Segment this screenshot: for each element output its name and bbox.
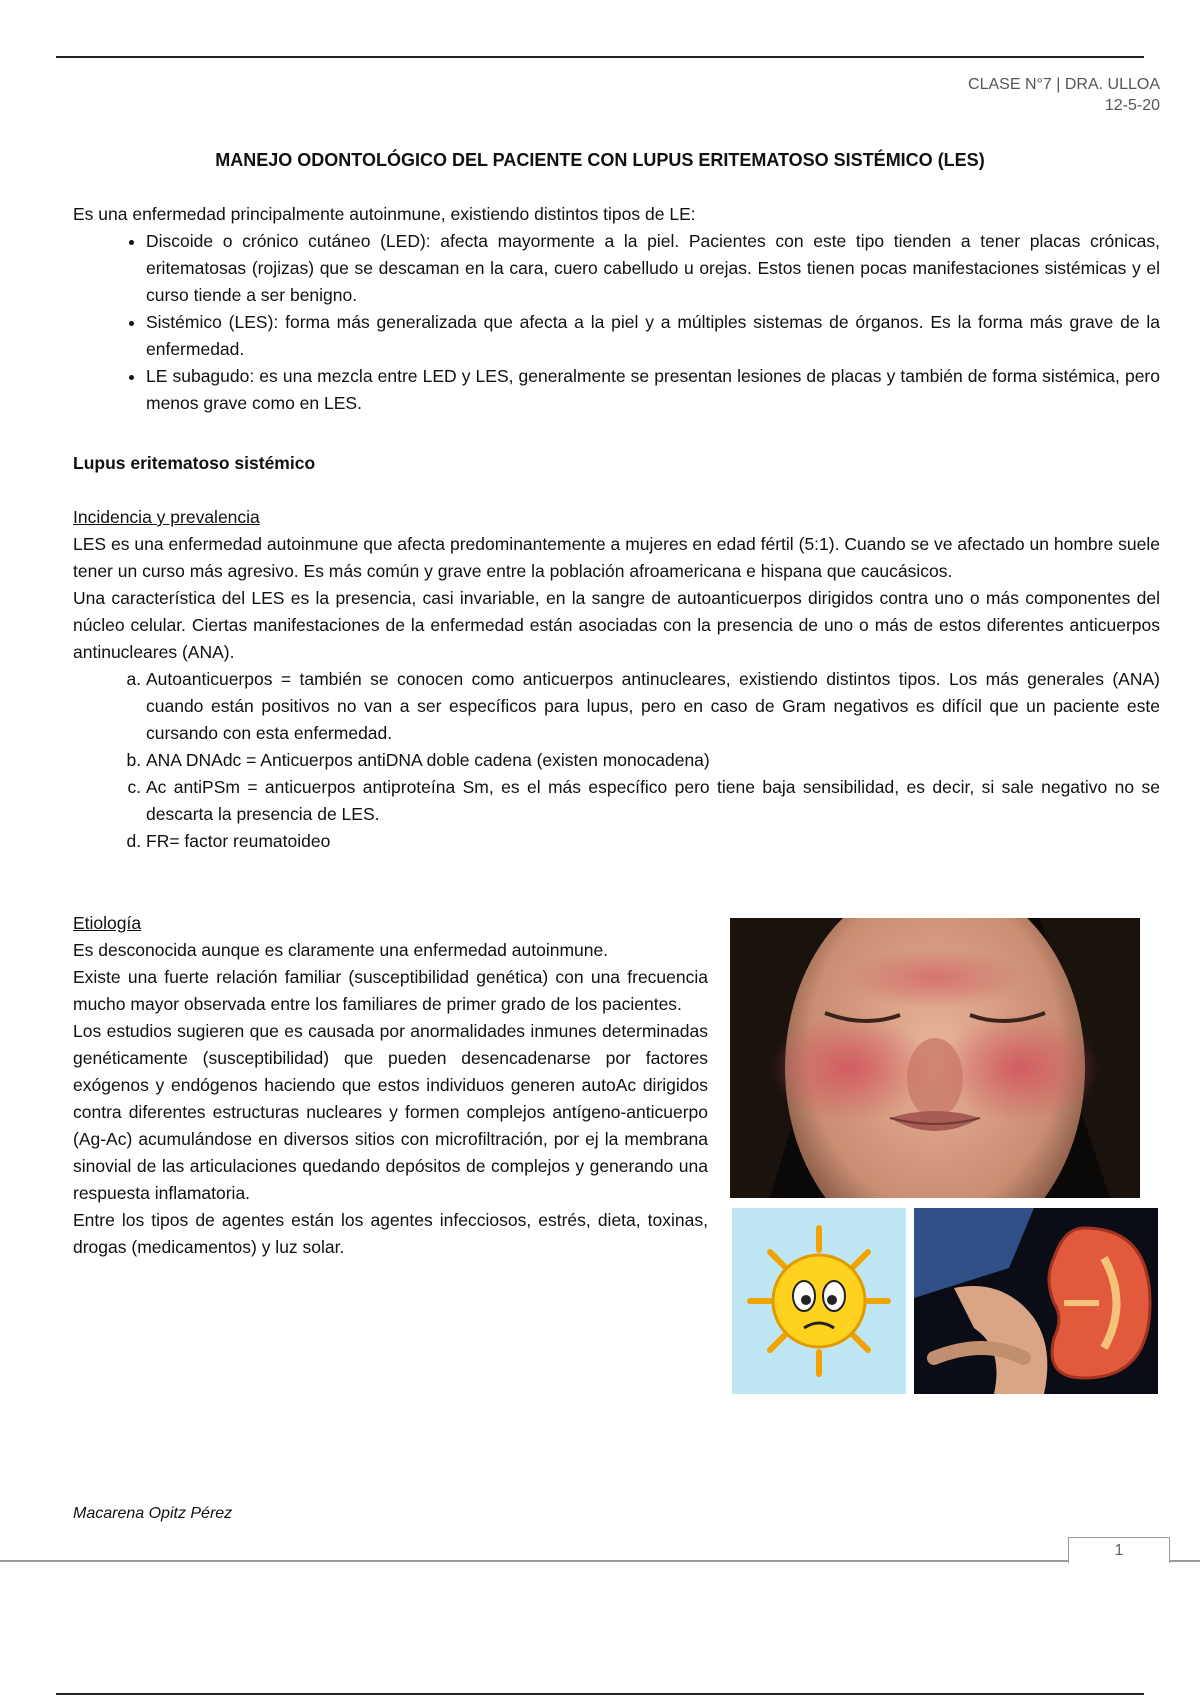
kidney-joint-illustration — [914, 1208, 1158, 1394]
list-item: • Discoide o crónico cutáneo (LED): afecta mayormente a la piel. Pacientes con este tipo tienden a tener placas crónicas, eritematosas (rojizas) que se descaman en la cara, cuero cabelludo u orejas. Estos tienen pocas manifestaciones sistémicas y el curso tiende a ser benigno. — [146, 228, 1160, 309]
etiology-paragraph-3: Los estudios sugieren que es causada por anormalidades inmunes determinadas genéticamente (susceptibilidad) que pueden desencadenarse por factores exógenos y endógenos haciendo que estos individuos generen autoAc dirigidos contra diferentes estructuras nucleares y formen complejos antígeno-anticuerpo (Ag-Ac) acumulándose en diversos sitios con microfiltración, por ej la membrana sinovial de las articulaciones quedando depósitos de complejos y generando una respuesta inflamatoria. — [73, 1021, 708, 1203]
etiology-paragraph-2: Existe una fuerte relación familiar (susceptibilidad genética) con una frecuencia mucho mayor observada entre los familiares de primer grado de los pacientes. — [73, 967, 708, 1014]
bottom-rule — [56, 1693, 1144, 1695]
incidence-section — [73, 504, 1160, 855]
le-types-list — [73, 228, 1160, 417]
incidence-paragraph-1: LES es una enfermedad autoinmune que afecta predominantemente a mujeres en edad fértil (5:1). Cuando se ve afectado un hombre suele tener un curso más agresivo. Es más común y grave entre la población afroamericana e hispana que caucásicos. — [73, 534, 1160, 581]
intro-text: Es una enfermedad principalmente autoinmune, existiendo distintos tipos de LE: — [73, 204, 696, 224]
intro-section — [73, 201, 1160, 417]
malar-rash-photo — [730, 918, 1140, 1198]
etiology-section — [73, 910, 708, 1261]
list-item: c. Ac antiPSm = anticuerpos antiproteína Sm, es el más específico pero tiene baja sensibilidad, es decir, si sale negativo no se descarta la presencia de LES. — [146, 774, 1160, 828]
footer-rule — [0, 1560, 1200, 1562]
list-item: • LE subagudo: es una mezcla entre LED y LES, generalmente se presentan lesiones de placas y también de forma sistémica, pero menos grave como en LES. — [146, 363, 1160, 417]
les-heading-block — [73, 450, 1160, 477]
incidence-heading: Incidencia y prevalencia — [73, 507, 260, 527]
list-item: • Sistémico (LES): forma más generalizada que afecta a la piel y a múltiples sistemas de órganos. Es la forma más grave de la enfermedad. — [146, 309, 1160, 363]
page-number: 1 — [1068, 1537, 1170, 1563]
section-heading: Lupus eritematoso sistémico — [73, 453, 316, 473]
list-item: a. Autoanticuerpos = también se conocen como anticuerpos antinucleares, existiendo distintos tipos. Los más generales (ANA) cuando están positivos no van a ser específicos para lupus, pero en caso de Gram negativos es difícil que un paciente este cursando con esta enfermedad. — [146, 666, 1160, 747]
author-name: Macarena Opitz Pérez — [73, 1505, 233, 1522]
header-info — [968, 74, 1160, 116]
list-item: b. ANA DNAdc = Anticuerpos antiDNA doble cadena (existen monocadena) — [146, 747, 1160, 774]
sun-icon — [732, 1208, 906, 1394]
etiology-paragraph-1: Es desconocida aunque es claramente una enfermedad autoinmune. — [73, 940, 609, 960]
incidence-paragraph-2: Una característica del LES es la presencia, casi invariable, en la sangre de autoanticuerpos dirigidos contra uno o más componentes del núcleo celular. Ciertas manifestaciones de la enfermedad están asociadas con la presencia de uno o más de estos diferentes anticuerpos antinucleares (ANA). — [73, 588, 1160, 662]
list-item: d. FR= factor reumatoideo — [146, 828, 1160, 855]
kidney-icon — [914, 1208, 1158, 1394]
antibody-list — [73, 666, 1160, 855]
etiology-heading: Etiología — [73, 913, 142, 933]
face-illustration — [730, 918, 1140, 1198]
document-title: MANEJO ODONTOLÓGICO DEL PACIENTE CON LUPUS ERITEMATOSO SISTÉMICO (LES) — [215, 150, 985, 170]
sad-sun-illustration — [732, 1208, 906, 1394]
etiology-paragraph-4: Entre los tipos de agentes están los agentes infecciosos, estrés, dieta, toxinas, drogas (medicamentos) y luz solar. — [73, 1210, 708, 1257]
class-info: CLASE N°7 | DRA. ULLOA — [968, 76, 1160, 93]
class-date: 12-5-20 — [1104, 97, 1160, 114]
top-rule — [56, 56, 1144, 58]
